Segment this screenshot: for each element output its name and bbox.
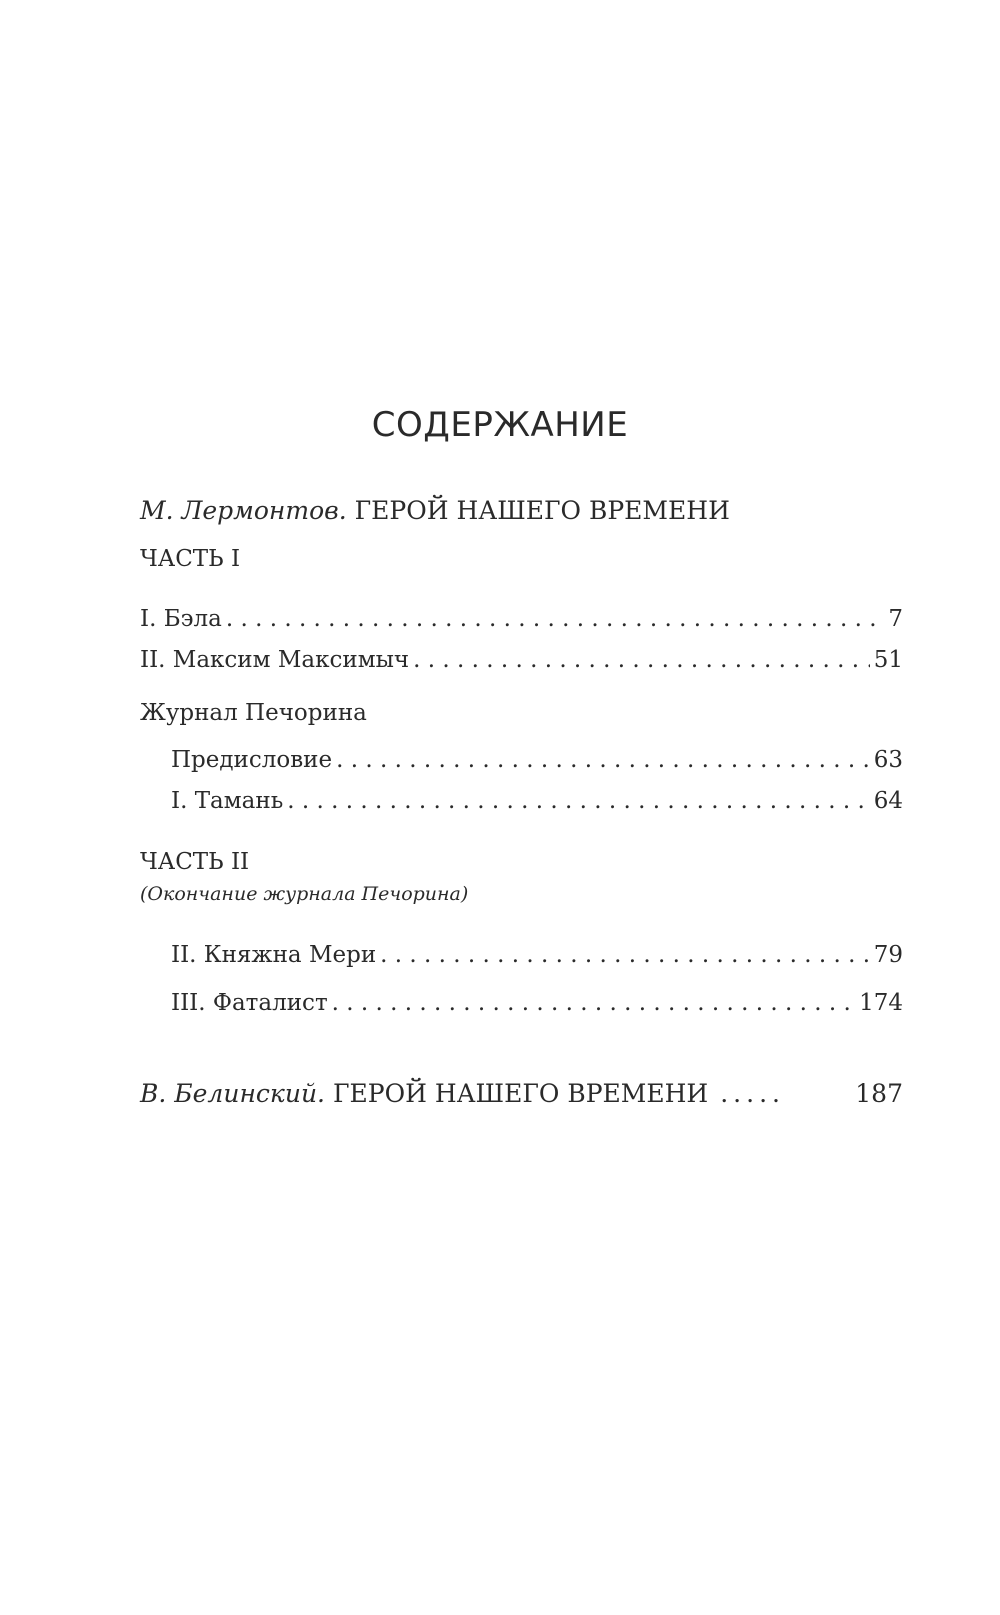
work-heading-lermontov: [140, 496, 730, 526]
toc-entry-page: 63: [873, 747, 903, 773]
toc-entry-page: 79: [873, 942, 903, 968]
toc-entry[interactable]: [171, 786, 903, 816]
toc-entry-page: 64: [873, 788, 903, 814]
toc-entry-belinsky[interactable]: [140, 1078, 903, 1110]
toc-entry[interactable]: [171, 988, 903, 1018]
work-author: М. Лермонтов.: [140, 496, 347, 525]
dot-leader: [287, 786, 870, 816]
section-heading-journal: Журнал Печорина: [140, 700, 367, 726]
page-title: СОДЕРЖАНИЕ: [371, 405, 629, 445]
toc-entry-page: 7: [888, 606, 903, 632]
dot-leader: [226, 604, 885, 634]
part-heading-2: ЧАСТЬ II: [140, 849, 250, 875]
dot-leader: [380, 940, 870, 970]
toc-entry-label: II. Княжна Мери: [171, 942, 377, 968]
part-note: (Окончание журнала Печорина): [140, 883, 469, 905]
work-author: В. Белинский.: [140, 1079, 325, 1108]
dot-leader: [332, 988, 855, 1018]
part-heading-1: ЧАСТЬ I: [140, 546, 241, 572]
dot-leader: .....: [720, 1079, 785, 1108]
toc-entry-page: 174: [859, 990, 903, 1016]
toc-entry[interactable]: [171, 940, 903, 970]
toc-entry-label: I. Тамань: [171, 788, 284, 814]
toc-entry-label: [140, 1078, 708, 1110]
dot-leader: [413, 645, 870, 675]
toc-entry-label: II. Максим Максимыч: [140, 647, 410, 673]
toc-entry[interactable]: [140, 645, 903, 675]
work-title: ГЕРОЙ НАШЕГО ВРЕМЕНИ: [332, 1079, 709, 1108]
toc-entry-label: III. Фаталист: [171, 990, 328, 1016]
dot-leader: [336, 745, 870, 775]
toc-entry-label: Предисловие: [171, 747, 333, 773]
toc-entry[interactable]: [140, 604, 903, 634]
toc-entry-page: 187: [855, 1079, 903, 1108]
toc-entry-page: 51: [873, 647, 903, 673]
work-title: ГЕРОЙ НАШЕГО ВРЕМЕНИ: [354, 496, 730, 525]
toc-entry[interactable]: [171, 745, 903, 775]
toc-entry-label: I. Бэла: [140, 606, 222, 632]
